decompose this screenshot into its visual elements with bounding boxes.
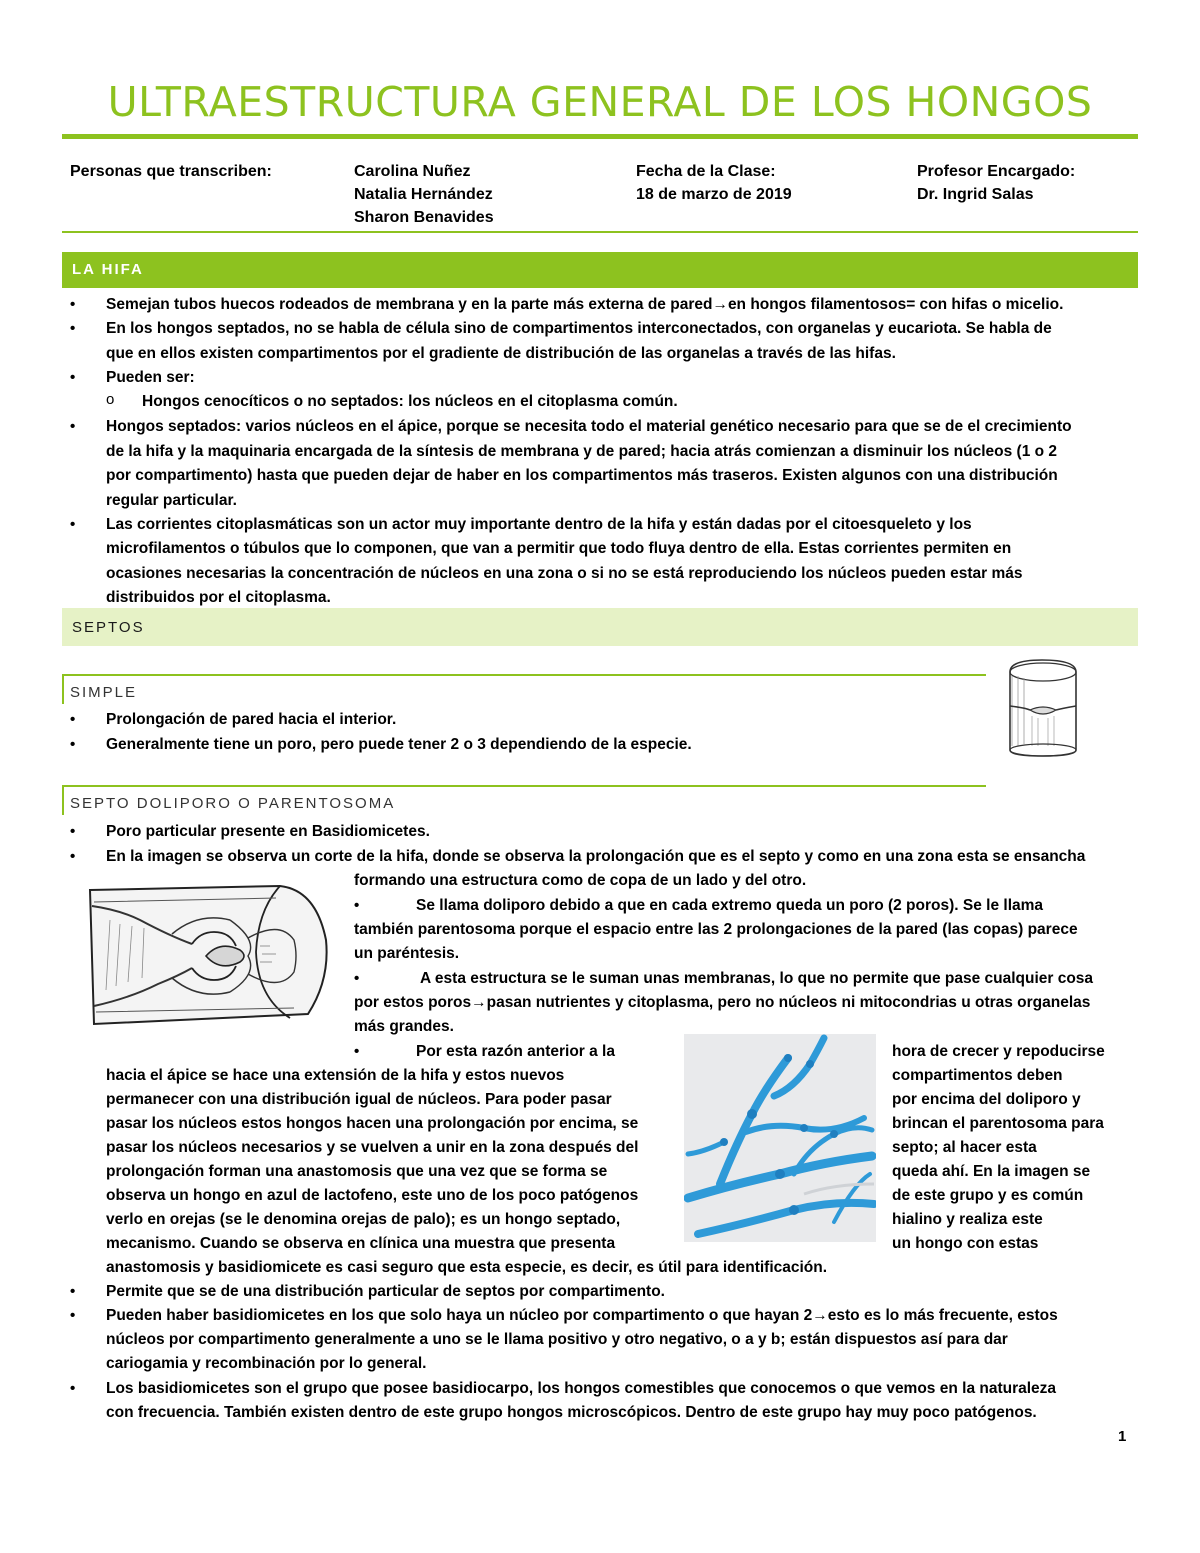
doliporo-bullet-5-line: Por esta razón anterior a la: [416, 1043, 615, 1060]
doliporo-bullet-5-right-line: queda ahí. En la imagen se: [892, 1163, 1091, 1180]
hifa-bullet-3: Pueden ser:: [106, 369, 195, 386]
bullet-icon: •: [70, 516, 76, 533]
hifa-bullet-2-line: En los hongos septados, no se habla de célula sino de compartimentos interconectados, con organelas y eucariota. Se habla de: [106, 320, 1052, 337]
title-underline: [62, 134, 1138, 139]
hifa-bullet-4-line: Hongos septados: varios núcleos en el ápice, porque se necesita todo el material genético necesario para que se de el crecimiento: [106, 418, 1072, 435]
class-date-block: [636, 160, 792, 206]
date-label: Fecha de la Clase:: [636, 163, 776, 180]
bullet-icon: •: [70, 320, 76, 337]
doliporo-bullet-5-line: verlo en orejas (se le denomina orejas de palo); es un hongo septado,: [106, 1211, 621, 1228]
transcriber-name: Sharon Benavides: [354, 209, 494, 226]
doliporo-bullet-5-line: hacia el ápice se hace una extensión de la hifa y estos nuevos: [106, 1067, 565, 1084]
doliporo-bullet-5-line: prolongación forman una anastomosis que una vez que se forma se: [106, 1163, 608, 1180]
doliporo-bullet-5-right-line: un hongo con estas: [892, 1235, 1039, 1252]
doliporo-bullet-5-line: mecanismo. Cuando se observa en clínica una muestra que presenta: [106, 1235, 616, 1252]
doliporo-bullet-2-line: En la imagen se observa un corte de la hifa, donde se observa la prolongación que es el septo y como en una zona esta se ensancha: [106, 848, 1086, 865]
doliporo-bullet-4-line: A esta estructura se le suman unas membranas, lo que no permite que pase cualquier cosa: [420, 970, 1094, 987]
doliporo-heading-edge: [62, 785, 64, 815]
bullet-icon: •: [70, 1307, 76, 1324]
bullet-icon: •: [354, 970, 360, 987]
doliporo-bullet-4-line: más grandes.: [354, 1018, 454, 1035]
doliporo-bullet-5-right-line: hialino y realiza este: [892, 1211, 1043, 1228]
bullet-icon: •: [70, 1283, 76, 1300]
hifa-bullet-5-line: ocasiones necesarias la concentración de núcleos en una zona o si no se está reproduciendo los núcleos pueden estar más: [106, 565, 1023, 582]
hifa-bullet-5-line: Las corrientes citoplasmáticas son un actor muy importante dentro de la hifa y están dadas por el citoesqueleto y los: [106, 516, 972, 533]
doliporo-bullet-2-line: formando una estructura como de copa de un lado y del otro.: [354, 872, 807, 889]
doliporo-bullet-5-right-line: compartimentos deben: [892, 1067, 1063, 1084]
section-bar-septos: [62, 608, 1138, 646]
simple-bullet-2: Generalmente tiene un poro, pero puede tener 2 o 3 dependiendo de la especie.: [106, 736, 692, 753]
doliporo-bullet-1: Poro particular presente en Basidiomicetes.: [106, 823, 430, 840]
header-divider: [62, 231, 1138, 233]
page-number: 1: [1118, 1428, 1127, 1445]
hifa-bullet-4-line: regular particular.: [106, 492, 237, 509]
simple-bullet-1: Prolongación de pared hacia el interior.: [106, 711, 397, 728]
sub-bullet-icon: o: [106, 391, 115, 408]
transcriber-name: Natalia Hernández: [354, 186, 493, 203]
bullet-icon: •: [70, 711, 76, 728]
doliporo-bullet-5-line: pasar los núcleos necesarios y se vuelven a unir en la zona después del: [106, 1139, 639, 1156]
hifa-bullet-4-line: por compartimento) hasta que pueden dejar de haber en los compartimentos más traseros. Existen algunos con una distribución: [106, 467, 1058, 484]
transcribers-label-block: [70, 160, 272, 183]
bullet-icon: •: [70, 418, 76, 435]
section-heading-septos: SEPTOS: [72, 619, 145, 636]
bullet-icon: •: [70, 1380, 76, 1397]
simple-septum-illustration: [1002, 654, 1086, 760]
doliporo-bullet-6: Permite que se de una distribución particular de septos por compartimento.: [106, 1283, 665, 1300]
hifa-bullet-1: Semejan tubos huecos rodeados de membrana y en la parte más externa de pared→en hongos filamentosos= con hifas o micelio.: [106, 296, 1064, 313]
section-bar-hifa: [62, 252, 1138, 288]
professor-label: Profesor Encargado:: [917, 163, 1076, 180]
doliporo-bullet-7-line: cariogamia y recombinación por lo general.: [106, 1355, 427, 1372]
subheading-doliporo: SEPTO DOLIPORO O PARENTOSOMA: [70, 795, 396, 812]
lactophenol-blue-micrograph: [684, 1034, 876, 1242]
transcribers-list: [354, 160, 494, 229]
section-heading-hifa: LA HIFA: [72, 261, 144, 278]
doliporo-bullet-5-right-line: brincan el parentosoma para: [892, 1115, 1104, 1132]
doliporo-bullet-7-line: núcleos por compartimento generalmente a uno se le llama positivo y otro negativo, o a y b; están dispuestos así para dar: [106, 1331, 1008, 1348]
doliporo-bullet-5-right-line: septo; al hacer esta: [892, 1139, 1037, 1156]
simple-heading-rule: [62, 674, 986, 676]
doliporo-bullet-3-line: Se llama doliporo debido a que en cada extremo queda un poro (2 poros). Se le llama: [416, 897, 1044, 914]
hifa-bullet-4-line: de la hifa y la maquinaria encargada de la síntesis de membrana y de pared; hacia atrás comienzan a disminuir los núcleos (1 o 2: [106, 443, 1058, 460]
doliporo-bullet-5-line: pasar los núcleos estos hongos hacen una prolongación por encima, se: [106, 1115, 639, 1132]
bullet-icon: •: [70, 823, 76, 840]
transcriber-name: Carolina Nuñez: [354, 163, 471, 180]
bullet-icon: •: [354, 1043, 360, 1060]
doliporo-bullet-5-right-line: de este grupo y es común: [892, 1187, 1084, 1204]
simple-heading-edge: [62, 674, 64, 704]
doliporo-bullet-8-line: Los basidiomicetes son el grupo que posee basidiocarpo, los hongos comestibles que conocemos o que vemos en la naturaleza: [106, 1380, 1057, 1397]
document-title: ULTRAESTRUCTURA GENERAL DE LOS HONGOS: [107, 78, 1093, 126]
bullet-icon: •: [70, 848, 76, 865]
bullet-icon: •: [70, 369, 76, 386]
doliporo-bullet-5-right-line: por encima del doliporo y: [892, 1091, 1081, 1108]
transcribers-label: Personas que transcriben:: [70, 163, 272, 180]
doliporo-bullet-5-line: permanecer con una distribución igual de núcleos. Para poder pasar: [106, 1091, 612, 1108]
professor-name: Dr. Ingrid Salas: [917, 186, 1034, 203]
doliporo-bullet-8-line: con frecuencia. También existen dentro de este grupo hongos microscópicos. Dentro de este grupo hay muy poco patógenos.: [106, 1404, 1037, 1421]
doliporo-bullet-4-line: por estos poros→pasan nutrientes y citoplasma, pero no núcleos ni mitocondrias u otras organelas: [354, 994, 1091, 1011]
bullet-icon: •: [354, 897, 360, 914]
doliporo-bullet-3-line: un paréntesis.: [354, 945, 460, 962]
class-date: 18 de marzo de 2019: [636, 186, 792, 203]
doliporo-bullet-5-last-line: anastomosis y basidiomicete es casi seguro que esta especie, es decir, es útil para identificación.: [106, 1259, 828, 1276]
subheading-simple: SIMPLE: [70, 684, 138, 701]
hifa-sub-bullet: Hongos cenocíticos o no septados: los núcleos en el citoplasma común.: [142, 393, 678, 410]
bullet-icon: •: [70, 296, 76, 313]
doliporo-bullet-5-right-line: hora de crecer y repoducirse: [892, 1043, 1105, 1060]
doliporo-heading-rule: [62, 785, 986, 787]
doliporo-bullet-3-line: también parentosoma porque el espacio entre las 2 prolongaciones de la pared (las copas) parece: [354, 921, 1078, 938]
hifa-bullet-5-line: microfilamentos o túbulos que lo componen, que van a permitir que todo fluya dentro de ella. Estas corrientes permiten en: [106, 540, 1012, 557]
doliporo-bullet-7-line: Pueden haber basidiomicetes en los que solo haya un núcleo por compartimento o que hayan 2→esto es lo más frecuente, estos: [106, 1307, 1058, 1324]
hifa-bullet-5-line: distribuidos por el citoplasma.: [106, 589, 331, 606]
professor-block: [917, 160, 1075, 206]
hifa-bullet-2-line: que en ellos existen compartimentos por el gradiente de distribución de las organelas a través de las hifas.: [106, 345, 896, 362]
doliporo-septum-illustration: [80, 880, 336, 1028]
doliporo-bullet-5-line: observa un hongo en azul de lactofeno, este uno de los poco patógenos: [106, 1187, 639, 1204]
bullet-icon: •: [70, 736, 76, 753]
